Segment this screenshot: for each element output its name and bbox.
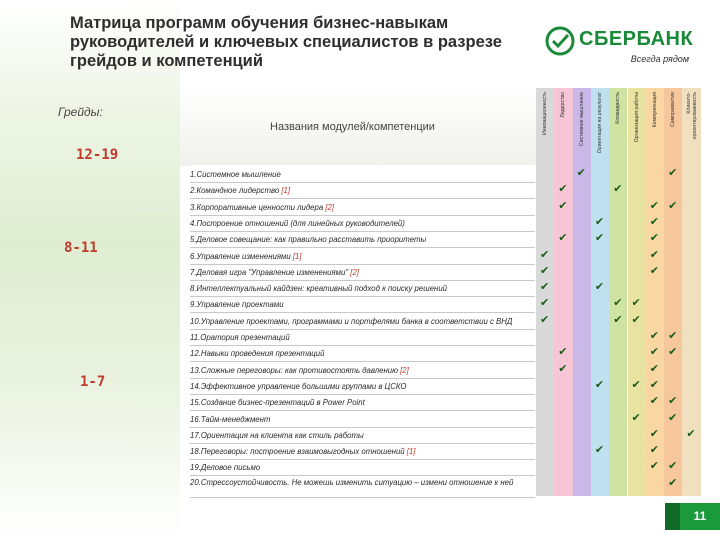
check-mark-icon: ✔ (686, 427, 696, 440)
check-mark-icon: ✔ (594, 378, 605, 391)
row-label: 1.Системное мышление (190, 170, 281, 179)
check-mark-icon: ✔ (668, 411, 678, 424)
check-mark-icon: ✔ (649, 330, 660, 342)
row-label: 9.Управление проектами (190, 300, 284, 310)
check-mark-icon: ✔ (649, 444, 660, 457)
table-row (190, 183, 535, 199)
column-label: Командность (615, 92, 622, 124)
table-header-cell (180, 88, 536, 166)
table-row (190, 314, 535, 330)
row-label: 10.Управление проектами, программами и портфелями банка в соответствии с ВНД (190, 316, 513, 326)
check-mark-icon: ✔ (576, 167, 586, 179)
check-mark-icon: ✔ (668, 346, 678, 359)
column-competency (554, 88, 572, 496)
check-mark-icon: ✔ (649, 199, 660, 212)
table-row (190, 477, 535, 498)
row-footnote-tag: [1] (281, 186, 291, 196)
column-label: Ориентация на результат (597, 92, 604, 154)
check-mark-icon: ✔ (649, 264, 660, 277)
row-footnote-tag: [1] (292, 251, 302, 261)
check-mark-icon: ✔ (668, 167, 678, 179)
check-mark-icon: ✔ (558, 183, 568, 196)
table-row (190, 232, 535, 248)
check-mark-icon: ✔ (631, 297, 641, 310)
column-label: Клиенто-ориентированность (685, 92, 698, 140)
table-row (190, 363, 535, 379)
table-row (190, 281, 535, 297)
row-footnote-tag: [2] (400, 365, 409, 375)
check-mark-icon: ✔ (668, 199, 678, 212)
check-mark-icon: ✔ (649, 232, 660, 245)
check-mark-icon: ✔ (540, 248, 550, 261)
check-mark-icon: ✔ (649, 378, 660, 391)
sberbank-logo (545, 26, 695, 70)
column-label: Инновационность (542, 92, 549, 135)
row-label: 5.Деловое совещание: как правильно расставить приоритеты (190, 235, 427, 245)
row-footnote-tag: [1] (406, 447, 416, 457)
check-mark-icon: ✔ (594, 444, 605, 457)
table-header-text: Названия модулей/компетенции (270, 121, 435, 133)
table-row (190, 216, 535, 232)
table-row (190, 265, 535, 281)
column-label: Саморазвитие (670, 92, 677, 128)
check-mark-icon: ✔ (613, 297, 623, 310)
row-label: 2.Командное лидерство (190, 186, 282, 196)
table-row (190, 444, 535, 460)
table-row (190, 249, 535, 265)
check-mark-icon: ✔ (631, 378, 641, 391)
row-label: 6.Управление изменениями (190, 251, 293, 261)
table-row (190, 428, 535, 444)
logo-name: СБЕРБАНК (579, 28, 694, 50)
check-mark-icon: ✔ (540, 313, 550, 326)
column-competency (609, 88, 627, 496)
check-mark-icon: ✔ (558, 199, 568, 212)
check-mark-icon: ✔ (540, 297, 550, 310)
column-label: Организация работы (633, 92, 640, 143)
grade-1-7: 1-7 (80, 374, 106, 390)
page-title: Матрица программ обучения бизнес-навыкам руководителей и ключевых специалистов в разрезе грейдов и компетенций (70, 14, 502, 70)
check-mark-icon: ✔ (668, 395, 678, 408)
check-mark-icon: ✔ (594, 281, 605, 294)
check-mark-icon: ✔ (649, 460, 660, 473)
grade-12-19: 12-19 (76, 147, 119, 163)
column-competency (628, 88, 646, 496)
row-label: 4.Построение отношений (для линейных руководителей) (190, 218, 405, 228)
row-label: 18.Переговоры: построение взаимовыгодных отношений (190, 447, 407, 457)
left-background (0, 0, 180, 540)
check-mark-icon: ✔ (668, 460, 678, 473)
table-row (190, 330, 535, 346)
check-mark-icon: ✔ (558, 362, 568, 375)
grade-8-11: 8-11 (64, 240, 98, 256)
column-label: Коммуникация (651, 92, 658, 128)
row-footnote-tag: [2] (325, 202, 334, 212)
row-label: 17.Ориентация на клиента как стиль работы (190, 430, 364, 440)
check-mark-icon: ✔ (649, 362, 660, 375)
table-row (190, 346, 535, 362)
column-label: Лидерство (560, 92, 567, 118)
row-label: 14.Эффективное управление большими группами в ЦСКО (190, 381, 407, 391)
check-mark-icon: ✔ (649, 346, 660, 359)
grades-label: Грейды: (58, 105, 103, 119)
check-mark-icon: ✔ (540, 281, 550, 294)
row-label: 16.Тайм-менеджмент (190, 414, 271, 424)
sberbank-logo-icon (545, 26, 575, 56)
row-label: 20.Стрессоустойчивость. Не можешь изменить ситуацию – измени отношение к ней (190, 477, 514, 487)
row-label: 12.Навыки проведения презентаций (190, 349, 325, 359)
check-mark-icon: ✔ (649, 215, 660, 228)
check-mark-icon: ✔ (649, 395, 660, 408)
check-mark-icon: ✔ (649, 427, 660, 440)
table-row (190, 167, 535, 183)
table-row (190, 200, 535, 216)
check-mark-icon: ✔ (594, 215, 605, 228)
check-mark-icon: ✔ (613, 183, 623, 196)
check-mark-icon: ✔ (649, 248, 660, 261)
column-label: Системное мышление (578, 92, 585, 147)
row-label: 19.Деловое письмо (190, 463, 261, 473)
check-mark-icon: ✔ (558, 346, 568, 359)
table-row (190, 412, 535, 428)
check-mark-icon: ✔ (631, 411, 641, 424)
logo-slogan: Всегда рядом (630, 54, 689, 64)
column-competency (664, 88, 682, 496)
row-label: 11.Оратория презентаций (190, 333, 290, 342)
check-mark-icon: ✔ (631, 313, 641, 326)
table-row (190, 460, 535, 476)
row-label: 13.Сложные переговоры: как противостоять давлению (190, 365, 401, 375)
check-mark-icon: ✔ (594, 232, 605, 245)
table-row (190, 395, 535, 411)
page-number-accent (665, 503, 680, 530)
row-footnote-tag: [2] (350, 267, 359, 277)
check-mark-icon: ✔ (613, 313, 623, 326)
table-row (190, 379, 535, 395)
row-label: 3.Корпоративные ценности лидера (190, 202, 326, 212)
page-number: 11 (680, 503, 720, 530)
column-competency (573, 88, 591, 496)
row-label: 8.Интеллектуальный кайдзен: креативный подход к поиску решений (190, 284, 447, 294)
check-mark-icon: ✔ (558, 232, 568, 245)
table-row (190, 297, 535, 313)
row-label: 7.Деловая игра "Управление изменениями" (190, 267, 351, 277)
check-mark-icon: ✔ (668, 330, 678, 342)
check-mark-icon: ✔ (540, 264, 550, 277)
check-mark-icon: ✔ (668, 476, 678, 489)
row-label: 15.Создание бизнес-презентаций в Power Point (190, 398, 365, 408)
